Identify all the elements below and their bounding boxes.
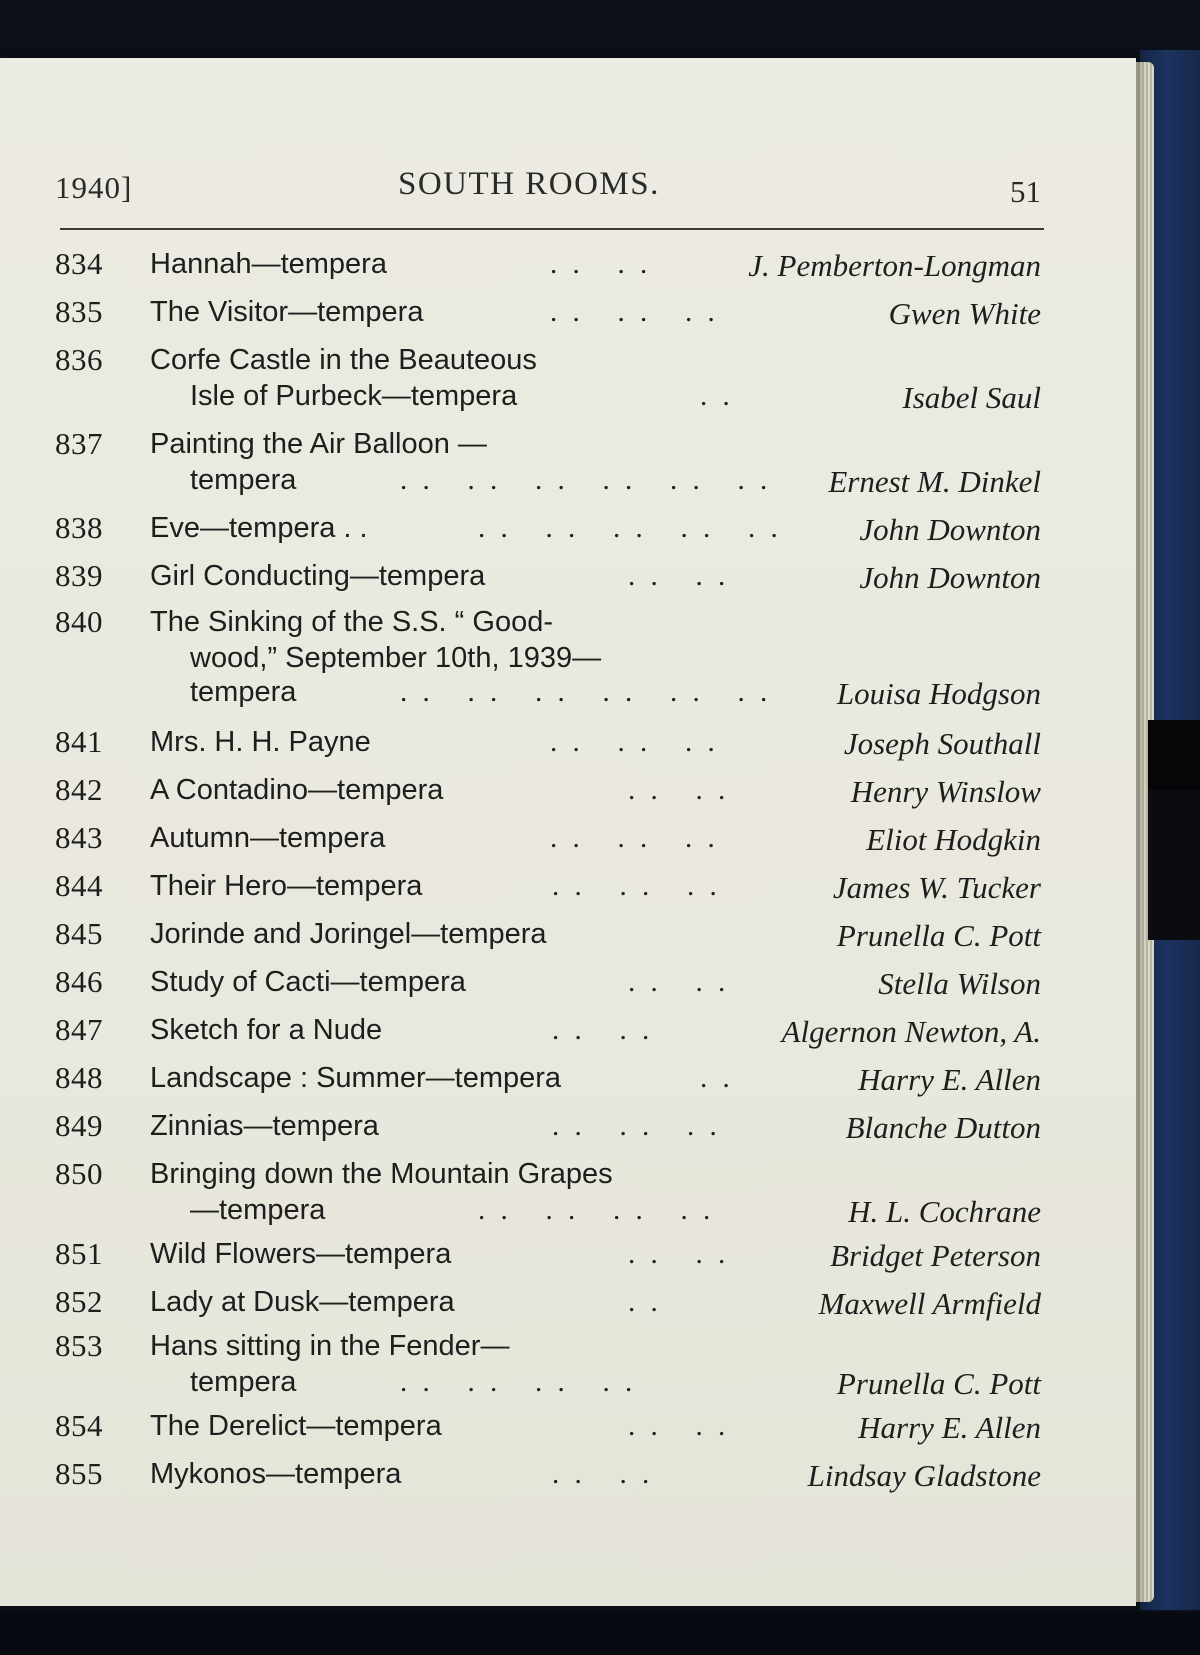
leader-dots: . . . . . . <box>550 726 719 758</box>
leader-dots: . . . . . . <box>550 822 719 854</box>
entry-number: 836 <box>55 342 103 377</box>
entry-artist: Harry E. Allen <box>858 1062 1041 1097</box>
entry-title: Eve—tempera . . <box>150 512 368 544</box>
entry-artist: John Downton <box>859 560 1041 595</box>
entry-number: 837 <box>55 426 103 461</box>
entry-title-continued: Isle of Purbeck—tempera <box>190 380 518 412</box>
entry-number: 841 <box>55 724 103 759</box>
entry-title-continued: tempera <box>190 464 297 496</box>
page-number: 51 <box>1010 174 1041 209</box>
header-year: 1940] <box>55 170 133 205</box>
entry-artist: Maxwell Armfield <box>818 1286 1041 1321</box>
entry-number: 853 <box>55 1328 103 1363</box>
entry-artist: Joseph Southall <box>843 726 1041 761</box>
entry-artist: Bridget Peterson <box>830 1238 1041 1273</box>
page-header <box>0 58 1136 258</box>
entry-number: 835 <box>55 294 103 329</box>
entry-title: Lady at Dusk—tempera <box>150 1286 455 1318</box>
entry-title: Mrs. H. H. Payne <box>150 726 371 758</box>
entry-number: 834 <box>55 246 103 281</box>
leader-dots: . . . . . . <box>552 870 721 902</box>
entry-artist: Henry Winslow <box>850 774 1041 809</box>
leader-dots: . . . . <box>552 1014 654 1046</box>
leader-dots: . . . . . . . . . . . . <box>400 676 772 708</box>
leader-dots: . . . . <box>628 966 730 998</box>
leader-dots: . . . . <box>552 1458 654 1490</box>
entry-title: Hannah—tempera <box>150 248 387 280</box>
entry-artist: J. Pemberton-Longman <box>748 248 1041 283</box>
leader-dots: . . . . . . . . <box>478 1194 715 1226</box>
entry-number: 848 <box>55 1060 103 1095</box>
background-bottom <box>0 1612 1200 1655</box>
leader-dots: . . <box>700 1062 734 1094</box>
entry-title: The Sinking of the S.S. “ Good- <box>150 606 553 638</box>
entry-number: 843 <box>55 820 103 855</box>
leader-dots: . . . . . . . . . . <box>478 512 782 544</box>
entry-number: 847 <box>55 1012 103 1047</box>
header-title: SOUTH ROOMS. <box>398 166 660 202</box>
leader-dots: . . . . <box>628 774 730 806</box>
entry-number: 839 <box>55 558 103 593</box>
entry-title: Landscape : Summer—tempera <box>150 1062 562 1094</box>
entry-artist: Algernon Newton, A. <box>781 1014 1041 1049</box>
entry-artist: Ernest M. Dinkel <box>828 464 1041 499</box>
catalogue-page <box>0 58 1136 1606</box>
entry-title: The Derelict—tempera <box>150 1410 442 1442</box>
entry-artist: Prunella C. Pott <box>836 1366 1041 1401</box>
entry-artist: Eliot Hodgkin <box>866 822 1041 857</box>
entry-number: 838 <box>55 510 103 545</box>
entry-artist: James W. Tucker <box>832 870 1041 905</box>
entry-number: 846 <box>55 964 103 999</box>
leader-dots: . . . . <box>628 1238 730 1270</box>
clip-lower <box>1148 790 1200 940</box>
entry-artist: Isabel Saul <box>902 380 1041 415</box>
leader-dots: . . . . . . . . . . . . <box>400 464 772 496</box>
entry-title: A Contadino—tempera <box>150 774 444 806</box>
entry-number: 842 <box>55 772 103 807</box>
entry-artist: H. L. Cochrane <box>848 1194 1041 1229</box>
entry-number: 850 <box>55 1156 103 1191</box>
entry-title: Mykonos—tempera <box>150 1458 402 1490</box>
entry-artist: Gwen White <box>888 296 1041 331</box>
entry-artist: Louisa Hodgson <box>836 676 1041 711</box>
leader-dots: . . <box>628 1286 662 1318</box>
entry-title-continued: tempera <box>190 1366 297 1398</box>
entry-number: 840 <box>55 604 103 639</box>
entry-title: The Visitor—tempera <box>150 296 424 328</box>
entry-title: Corfe Castle in the Beauteous <box>150 344 537 376</box>
entry-title: Autumn—tempera <box>150 822 386 854</box>
entry-title-continued: wood,” September 10th, 1939— <box>190 642 602 674</box>
entry-title-continued: tempera <box>190 676 297 708</box>
entry-number: 852 <box>55 1284 103 1319</box>
leader-dots: . . . . <box>550 248 652 280</box>
entry-title-continued: —tempera <box>190 1194 326 1226</box>
entry-artist: Harry E. Allen <box>858 1410 1041 1445</box>
entry-title: Sketch for a Nude <box>150 1014 383 1046</box>
entry-artist: Lindsay Gladstone <box>807 1458 1041 1493</box>
entry-title: Jorinde and Joringel—tempera <box>150 918 547 950</box>
entry-artist: Stella Wilson <box>878 966 1041 1001</box>
entry-artist: John Downton <box>859 512 1041 547</box>
entry-title: Wild Flowers—tempera <box>150 1238 452 1270</box>
entry-number: 851 <box>55 1236 103 1271</box>
entry-title: Zinnias—tempera <box>150 1110 379 1142</box>
entry-number: 854 <box>55 1408 103 1443</box>
entry-number: 845 <box>55 916 103 951</box>
entry-artist: Prunella C. Pott <box>836 918 1041 953</box>
entry-title: Bringing down the Mountain Grapes <box>150 1158 613 1190</box>
entry-number: 855 <box>55 1456 103 1491</box>
entry-title: Girl Conducting—tempera <box>150 560 486 592</box>
entry-number: 849 <box>55 1108 103 1143</box>
leader-dots: . . . . . . <box>550 296 719 328</box>
entry-title: Painting the Air Balloon — <box>150 428 487 460</box>
entry-artist: Blanche Dutton <box>845 1110 1041 1145</box>
entry-title: Hans sitting in the Fender— <box>150 1330 510 1362</box>
leader-dots: . . . . . . <box>552 1110 721 1142</box>
leader-dots: . . . . <box>628 560 730 592</box>
leader-dots: . . . . <box>628 1410 730 1442</box>
leader-dots: . . <box>700 380 734 412</box>
entry-number: 844 <box>55 868 103 903</box>
entry-title: Their Hero—tempera <box>150 870 423 902</box>
header-rule <box>60 228 1044 230</box>
leader-dots: . . . . . . . . <box>400 1366 637 1398</box>
entry-title: Study of Cacti—tempera <box>150 966 466 998</box>
